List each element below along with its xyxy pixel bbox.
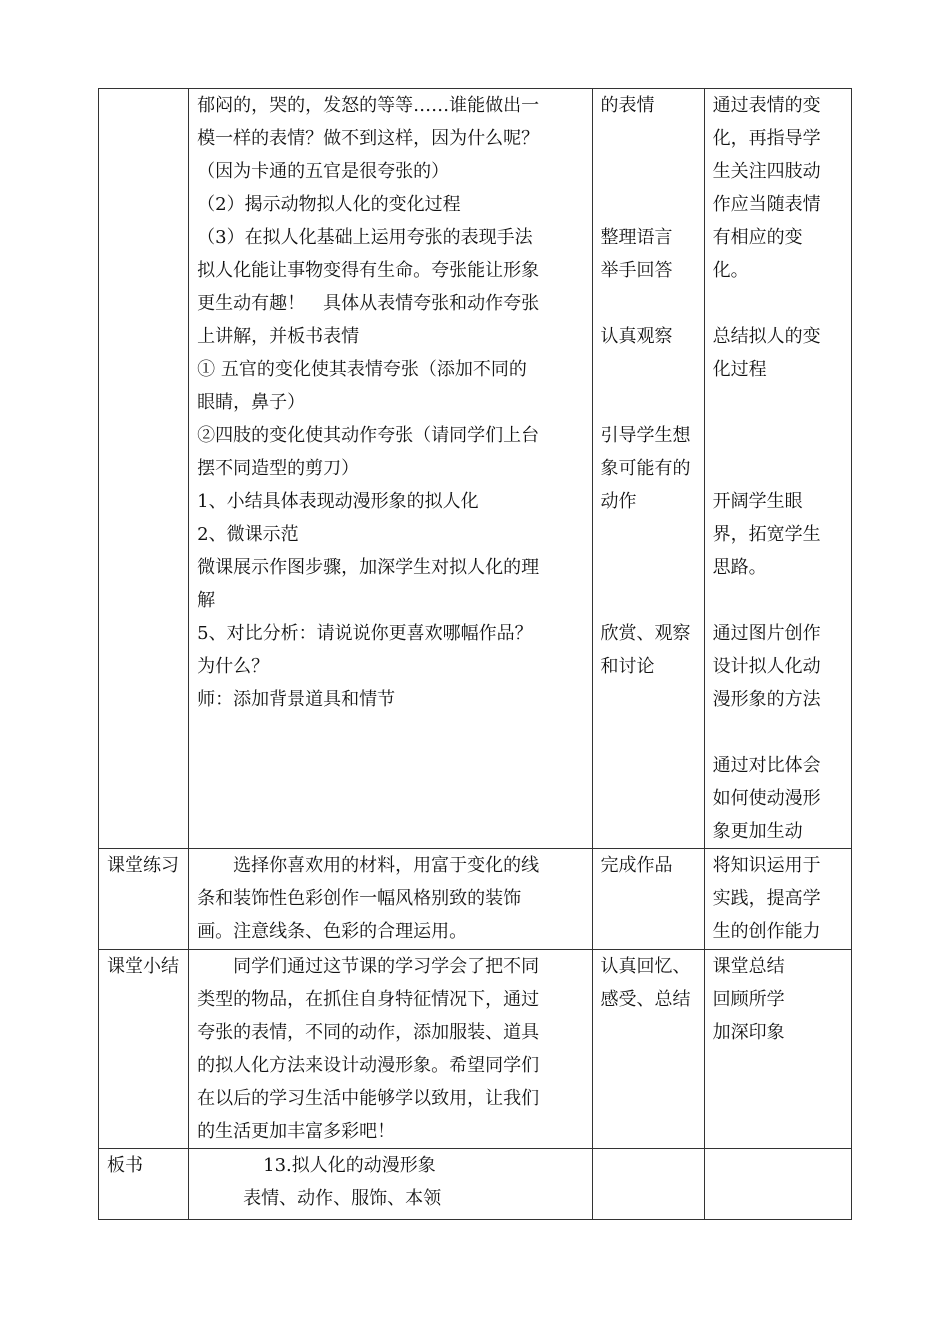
student-line: 整理语言 bbox=[600, 227, 673, 248]
content-line: 的拟人化方法来设计动漫形象。希望同学们 bbox=[197, 1055, 540, 1076]
content-line: 画。注意线条、色彩的合理运用。 bbox=[197, 921, 468, 942]
student-line: 的表情 bbox=[600, 95, 655, 116]
student-line: 动作 bbox=[600, 491, 637, 512]
content-line: 上讲解，并板书表情 bbox=[197, 326, 360, 347]
intent-line: 作应当随表情 bbox=[712, 194, 821, 215]
student-activity-cell bbox=[592, 849, 704, 950]
blackboard-title: 13.拟人化的动漫形象 bbox=[263, 1155, 436, 1176]
teacher-activity-cell bbox=[189, 950, 592, 1149]
intent-line: 通过对比体会 bbox=[712, 755, 821, 776]
student-line: 完成作品 bbox=[600, 855, 673, 876]
student-line: 引导学生想 bbox=[600, 425, 691, 446]
intent-line: 通过图片创作 bbox=[712, 623, 821, 644]
content-line: 在以后的学习生活中能够学以致用，让我们 bbox=[197, 1088, 540, 1109]
content-line: 为什么？ bbox=[197, 656, 270, 677]
blackboard-content-cell bbox=[189, 1149, 592, 1220]
blackboard-subtitle: 表情、动作、服饰、本领 bbox=[243, 1188, 442, 1209]
row-label-cell bbox=[99, 849, 189, 950]
intent-line: 化，再指导学 bbox=[712, 128, 821, 149]
content-line: 选择你喜欢用的材料，用富于变化的线 bbox=[233, 855, 540, 876]
content-line: 5、对比分析：请说说你更喜欢哪幅作品？ bbox=[197, 623, 533, 644]
content-line: 夸张的表情，不同的动作，添加服装、道具 bbox=[197, 1022, 540, 1043]
intent-line: 化过程 bbox=[712, 359, 767, 380]
design-intent-cell bbox=[704, 849, 851, 950]
content-line: 同学们通过这节课的学习学会了把不同 bbox=[233, 956, 540, 977]
student-line: 认真回忆、 bbox=[600, 956, 691, 977]
design-intent-cell bbox=[704, 1149, 851, 1220]
row-label-cell bbox=[99, 89, 189, 849]
row-label: 课堂小结 bbox=[107, 956, 179, 977]
content-line: 2、微课示范 bbox=[197, 524, 299, 545]
intent-line: 有相应的变 bbox=[712, 227, 803, 248]
teacher-activity-cell bbox=[189, 89, 592, 849]
intent-line: 将知识运用于 bbox=[712, 855, 821, 876]
teacher-activity-cell bbox=[189, 849, 592, 950]
row-label: 课堂练习 bbox=[107, 855, 179, 876]
table-row-blackboard bbox=[99, 1149, 852, 1220]
content-line: 类型的物品，在抓住自身特征情况下，通过 bbox=[197, 989, 540, 1010]
student-activity-cell bbox=[592, 950, 704, 1149]
intent-line: 生关注四肢动 bbox=[712, 161, 821, 182]
intent-line: 界，拓宽学生 bbox=[712, 524, 821, 545]
intent-line: 开阔学生眼 bbox=[712, 491, 803, 512]
intent-line: 生的创作能力 bbox=[712, 921, 821, 942]
content-line: 眼睛，鼻子） bbox=[197, 392, 306, 413]
content-line: 拟人化能让事物变得有生命。夸张能让形象 bbox=[197, 260, 540, 281]
intent-line: 象更加生动 bbox=[712, 821, 803, 842]
content-line: ②四肢的变化使其动作夸张（请同学们上台 bbox=[197, 425, 540, 446]
student-line: 感受、总结 bbox=[600, 989, 691, 1010]
student-line: 和讨论 bbox=[600, 656, 655, 677]
student-line: 认真观察 bbox=[600, 326, 673, 347]
design-intent-cell bbox=[704, 89, 851, 849]
content-line: 摆不同造型的剪刀） bbox=[197, 458, 360, 479]
table-row-teaching-process bbox=[99, 89, 852, 849]
table-row-classroom-practice bbox=[99, 849, 852, 950]
row-label-cell bbox=[99, 950, 189, 1149]
student-line: 欣赏、观察 bbox=[600, 623, 691, 644]
student-line: 举手回答 bbox=[600, 260, 673, 281]
intent-line: 总结拟人的变 bbox=[712, 326, 821, 347]
intent-line: 通过表情的变 bbox=[712, 95, 821, 116]
intent-line: 实践，提高学 bbox=[712, 888, 821, 909]
content-line: 更生动有趣！ 具体从表情夸张和动作夸张 bbox=[197, 293, 540, 314]
table-row-classroom-summary bbox=[99, 950, 852, 1149]
content-line: 郁闷的，哭的，发怒的等等……谁能做出一 bbox=[197, 95, 540, 116]
content-line: 解 bbox=[197, 590, 216, 611]
row-label: 板书 bbox=[107, 1155, 143, 1176]
content-line: 模一样的表情？做不到这样，因为什么呢？ bbox=[197, 128, 540, 149]
lesson-plan-table bbox=[98, 88, 852, 1220]
content-line: （因为卡通的五官是很夸张的） bbox=[197, 161, 450, 182]
intent-line: 课堂总结 bbox=[712, 956, 785, 977]
intent-line: 回顾所学 bbox=[712, 989, 785, 1010]
intent-line: 化。 bbox=[712, 260, 749, 281]
content-line: 师：添加背景道具和情节 bbox=[197, 689, 396, 710]
design-intent-cell bbox=[704, 950, 851, 1149]
intent-line: 加深印象 bbox=[712, 1022, 785, 1043]
content-line: （3）在拟人化基础上运用夸张的表现手法 bbox=[197, 227, 533, 248]
content-line: ① 五官的变化使其表情夸张（添加不同的 bbox=[197, 359, 527, 380]
content-line: （2）揭示动物拟人化的变化过程 bbox=[197, 194, 461, 215]
row-label-cell bbox=[99, 1149, 189, 1220]
intent-line: 设计拟人化动 bbox=[712, 656, 821, 677]
content-line: 的生活更加丰富多彩吧！ bbox=[197, 1121, 396, 1142]
student-activity-cell bbox=[592, 1149, 704, 1220]
content-line: 条和装饰性色彩创作一幅风格别致的装饰 bbox=[197, 888, 522, 909]
intent-line: 如何使动漫形 bbox=[712, 788, 821, 809]
student-line: 象可能有的 bbox=[600, 458, 691, 479]
content-line: 1、小结具体表现动漫形象的拟人化 bbox=[197, 491, 479, 512]
student-activity-cell bbox=[592, 89, 704, 849]
intent-line: 思路。 bbox=[712, 557, 767, 578]
content-line: 微课展示作图步骤，加深学生对拟人化的理 bbox=[197, 557, 540, 578]
intent-line: 漫形象的方法 bbox=[712, 689, 821, 710]
